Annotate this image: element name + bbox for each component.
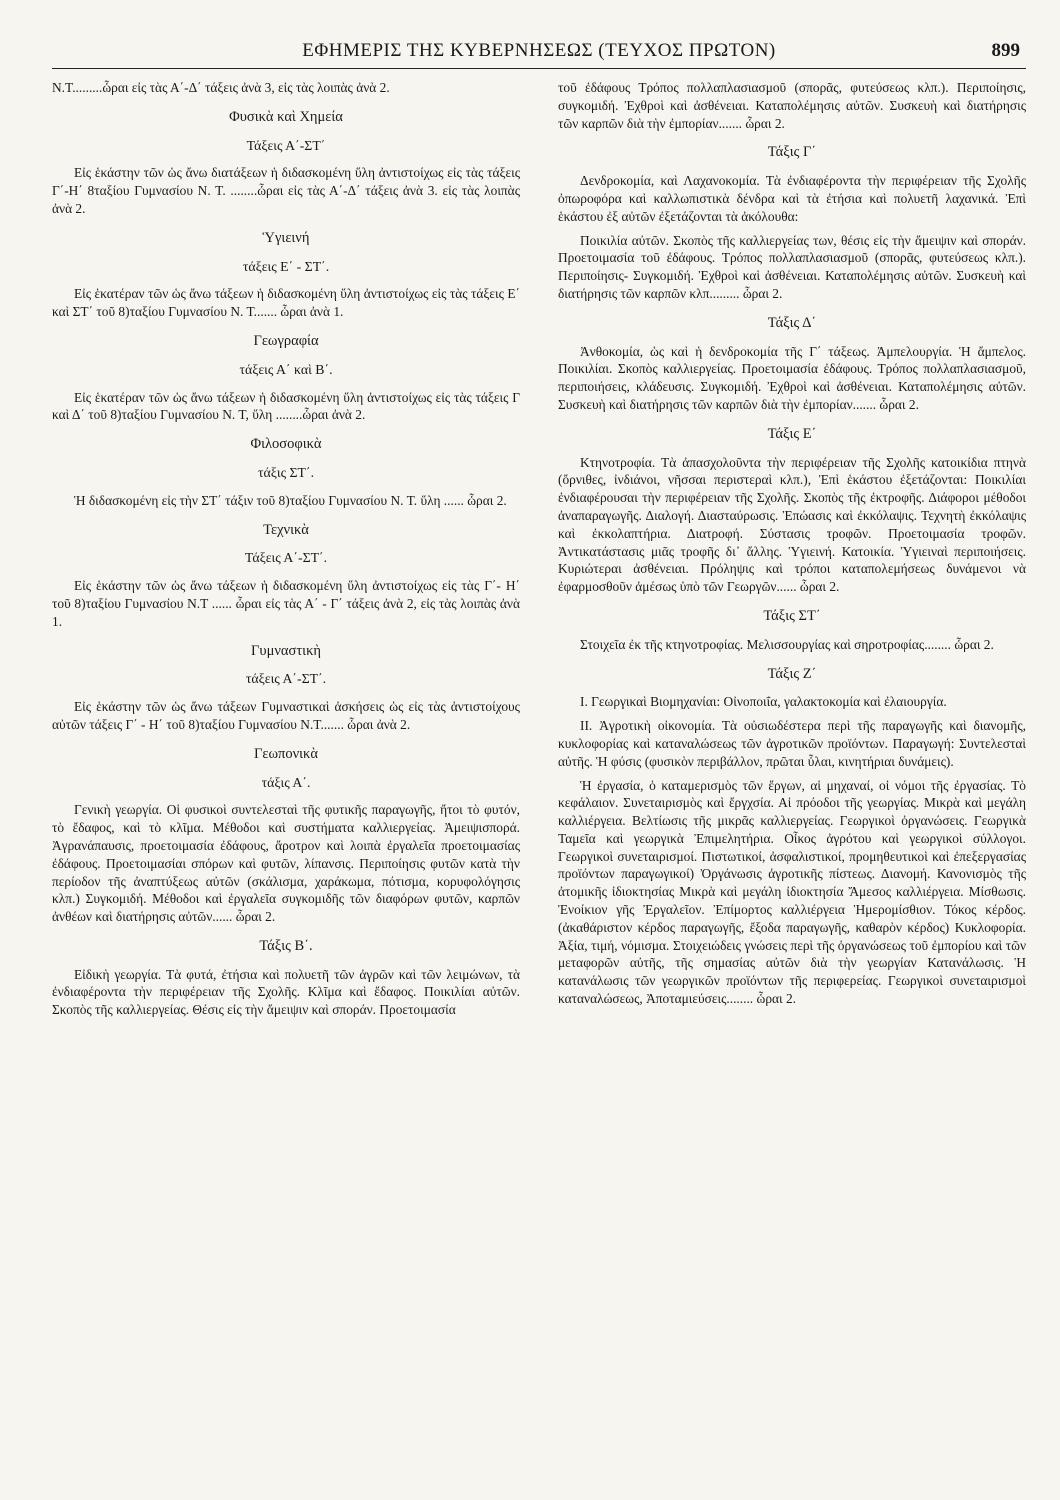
paragraph: Εἰς ἑκάστην τῶν ὡς ἄνω διατάξεων ἡ διδασκομένη ὕλη ἀντιστοίχως εἰς τὰς τάξεις Γ΄-Η΄ 8ταξίου Γυμνασίου Ν. Τ. ........ὧραι εἰς τὰς Α΄-Δ΄ τάξεις ἀνὰ 3. εἰς τὰς λοιπὰς ἀνὰ 2. (52, 165, 520, 216)
paragraph: Ἀνθοκομία, ὡς καὶ ἡ δενδροκομία τῆς Γ΄ τάξεως. Ἀμπελουργία. Ἡ ἄμπελος. Ποικιλίαι. Σκοπὸς καλλιεργείας. Προετοιμασία ἐδάφους. Τρόπος πολλαπλασιασμοῦ, περιποιήσεις, κλάδευσις. Συγκομιδή. Ἐχθροὶ καὶ ἀσθένειαι. Καταπολέμησις αὐτῶν. Συσκευὴ καὶ διατήρησις τῶν καρπῶν διὰ τὴν ἐμπορίαν....... ὧραι 2. (558, 343, 1026, 412)
left-column (52, 79, 520, 1025)
section-heading: Φιλοσοφικὰ (250, 436, 322, 453)
subsection-heading: τάξεις Ε΄ - ΣΤ΄. (242, 258, 330, 274)
paragraph: Κτηνοτροφία. Τὰ ἀπασχολοῦντα τὴν περιφέρειαν τῆς Σχολῆς κατοικίδια πτηνὰ (ὄρνιθες, ἰνδιάνοι, νῆσσαι περιστεραὶ κλπ.), Ἐπὶ ἑκάστου ἐξετάζονται: Ποικιλίαι ἐνδιαφέρουσαι τὴν περιφέρειαν τῆς Σχολῆς. Σκοπὸς τῆς ἐκτροφῆς. Διάφοροι μέθοδοι ἀναπαραγωγῆς. Διαλογή. Διασταύρωσις. Ἐπώασις καὶ ἐκκόλαψις. Τεχνητὴ ἐκκόλαψις καὶ ἐκκολαπτήρια. Διατροφή. Σύστασις τροφῶν. Προετοιμασία τροφῶν. Ἀντικατάστασις μιᾶς τροφῆς δι᾽ ἄλλης. Ὑγιεινή. Κατοικία. Ὑγιειναὶ περιποιήσεις. Κυριώτεραι ἀσθένειαι. Πρόληψις καὶ τρόποι καταπολεμήσεως δυνάμενοι νὰ ἐφαρμοσθοῦν ἀμέσως ὑπὸ τῶν Γεωργῶν...... ὧραι 2. (558, 454, 1026, 595)
subsection-heading: Τάξεις Α΄-ΣΤ΄ (246, 137, 326, 153)
right-column (558, 79, 1026, 1025)
paragraph: Δενδροκομία, καὶ Λαχανοκομία. Τὰ ἐνδιαφέροντα τὴν περιφέρειαν τῆς Σχολῆς ὀπωροφόρα καὶ καλλωπιστικὰ δένδρα καὶ τὰ ἐτήσια καὶ πολυετῆ λαχανικά. Ἐπὶ ἑκάστου ἐξ αὐτῶν ἐξετάζονται τὰ ἀκόλουθα: (558, 173, 1026, 224)
section-heading: Τάξις Ε΄ (767, 425, 817, 442)
paragraph: Ν.Τ.........ὧραι εἰς τὰς Α΄-Δ΄ τάξεις ἀνὰ 3, εἰς τὰς λοιπὰς ἀνὰ 2. (52, 80, 390, 95)
section-heading: Γυμναστικὴ (251, 642, 321, 659)
section-heading: Τάξις Ζ΄ (767, 665, 817, 682)
page-header (52, 38, 1026, 69)
section-heading: Τεχνικὰ (263, 521, 309, 538)
paragraph (52, 801, 520, 926)
paragraph: Εἰς ἑκατέραν τῶν ὡς ἄνω τάξεων ἡ διδασκομένη ὕλη ἀντιστοίχως εἰς τὰς τάξεις Γ καὶ Δ΄ τοῦ 8)ταξίου Γυμνασίου Ν. Τ, ὕλη ........ὧραι ἀνὰ 2. (52, 389, 520, 423)
section-heading: Ὑγιεινή (262, 229, 310, 246)
section-heading: Γεωπονικὰ (254, 745, 318, 762)
paragraph: ΙΙ. Ἀγροτικὴ οἰκονομία. Τὰ οὐσιωδέστερα περὶ τῆς παραγωγῆς καὶ διανομῆς, κυκλοφορίας καὶ καταναλώσεως τῶν ἀγροτικῶν προϊόντων. Παραγωγή: Συντελεσταὶ αὐτῆς. Ἡ φύσις (φυσικὸν περιβάλλον, πρῶται ὗλαι, κινητήριαι δυνάμεις). (558, 718, 1026, 769)
subsection-heading: τάξεις Α΄ καὶ Β΄. (239, 361, 333, 377)
paragraph: Εἰς ἑκάστην τῶν ὡς ἄνω τάξεων ἡ διδασκομένη ὕλη ἀντιστοίχως εἰς τὰς Γ΄- Η΄ τοῦ 8)ταξίου Γυμνασίου Ν.Τ ...... ὧραι εἰς τὰς Α΄ - Γ΄ τάξεις ἀνὰ 2, εἰς τὰς λοιπὰς ἀνὰ 1. (52, 578, 520, 629)
paragraph: Εἰς ἑκατέραν τῶν ὡς ἄνω τάξεων ἡ διδασκομένη ὕλη ἀντιστοίχως εἰς τὰς τάξεις Ε΄ καὶ ΣΤ΄ τοῦ 8)ταξίου Γυμνασίου Ν. Τ....... ὧραι ἀνὰ 1. (52, 286, 520, 320)
paragraph: Ἡ διδασκομένη εἰς τὴν ΣΤ΄ τάξιν τοῦ 8)ταξίου Γυμνασίου Ν. Τ. ὕλη ...... ὧραι 2. (74, 492, 507, 508)
paragraph: Στοιχεῖα ἐκ τῆς κτηνοτροφίας. Μελισσουργίας καὶ σηροτροφίας........ ὧραι 2. (580, 636, 994, 652)
two-column-body (52, 79, 1026, 1025)
paragraph: Ἡ ἐργασία, ὁ καταμερισμὸς τῶν ἔργων, αἱ μηχαναί, οἱ νόμοι τῆς ἐργασίας. Τὸ κεφάλαιον. Συνεταιρισμὸς καὶ ἔργχσία. Αἱ πρόοδοι τῆς γεωργίας. Μικρὰ καὶ μεγάλη καλλιέργεια. Βελτίωσις τῆς μικρᾶς καλλιεργείας. Γεωργικοὶ ὀργανώσεις. Γεωργικὰ Ταμεῖα καὶ γεωργικὰ Ἐπιμελητήρια. Οἶκος ἀγρότου καὶ γεωργικοὶ σύλλογοι. Γεωργικοὶ συνεταιρισμοί. Πιστωτικοί, ἀσφαλιστικοί, προμηθευτικοὶ καὶ ἐπεξεργασίας προϊόντων παραγωγικοί) Ὀργάνωσις ἀγροτικῆς πίστεως. Διανομή. Κανονισμὸς τῆς ἀτομικῆς ἰδιοκτησίας Μικρὰ καὶ μεγάλη ἰδιοκτησία Ἄμεσος καλλιέργεια. Μίσθωσις. Ἐνοίκιον γῆς Ἐργαλεῖον. Ἐπίμορτος καλλιέργεια Ἡμερομίσθιον. Τόκος κέρδος. (ἀκαθάριστον κέρδος παραγωγῆς, ἔξοδα παραγωγῆς, καθαρὸν κέρδος) Κυκλοφορία. Ἀξία, τιμή, νόμισμα. Στοιχειώδεις γνώσεις περὶ τῆς ὀργανώσεως τοῦ ἐμπορίου καὶ τῶν μεταφορῶν αὐτῆς, τῆς σημασίας αὐτῶν διὰ τὴν γεωργίαν Κατανάλωσις. Ἡ κατανάλωσις τῶν γεωργικῶν προϊόντων τῆς περιφερείας. Γεωργικοὶ συνεταιρισμοὶ καταναλώσεως, Ἀποταμιεύσεις........ ὧραι 2. (558, 777, 1026, 1007)
paragraph: τοῦ ἐδάφους Τρόπος πολλαπλασιασμοῦ (σπορᾶς, φυτεύσεως κλπ.). Περιποίησις, συγκομιδή. Ἐχθροὶ καὶ ἀσθένειαι. Καταπολέμησις αὐτῶν. Συσκευὴ καὶ διατήρησις τῶν καρπῶν διὰ τὴν ἐμπορίαν....... ὧραι 2. (558, 80, 1026, 131)
section-heading: Τάξις Β΄. (259, 937, 313, 954)
section-heading: Γεωγραφία (253, 332, 319, 349)
subsection-heading: τάξις Α΄. (261, 774, 311, 790)
paragraph-text: Τὰ φυτά, ἐτήσια καὶ πολυετῆ τῶν ἀγρῶν καὶ τῶν λειμώνων, τὰ ἐνδιαφέροντα τὴν περιφέρειαν τῆς Σχολῆς. Κλῖμα καὶ ἔδαφος. Ποικιλίαι αὐτῶν. Σκοπὸς τῆς καλλιεργείας. Θέσις εἰς τὴν ἄμειψιν καὶ σποράν. Προετοιμασία (52, 966, 520, 1018)
paragraph-text: Οἱ φυσικοὶ συντελεσταὶ τῆς φυτικῆς παραγωγῆς, ἤτοι τὸ φυτόν, τὸ ἔδαφος, καὶ τὸ κλῖμα. Μέθοδοι καὶ συστήματα καλλιεργείας. Ἀμειψισπορά. Ἀγρανάπαυσις, προετοιμασία ἐδάφους, ἄροτρον καὶ λοιπὰ ἐργαλεῖα προετοιμασίας ἐδάφους. Προετοιμασίαι σπόρων καὶ φυτῶν, λίπανσις. Περιποίησις φυτῶν κατὰ τὴν περίοδον τῆς ἀναπτύξεως αὐτῶν (σκάλισμα, χαράκωμα, πότισμα, κορυφολόγησις κλπ.) Συγκομιδή. Μέθοδοι καὶ ἐργαλεῖα συγκομιδῆς τῶν διαφόρων φυτῶν, καρπῶν ἀνθέων καὶ διατήρησις αὐτῶν...... ὧραι 2. (52, 802, 521, 925)
paragraph: Ποικιλία αὐτῶν. Σκοπὸς τῆς καλλιεργείας των, θέσις εἰς τὴν ἄμειψιν καὶ σποράν. Προετοιμασία τοῦ ἐδάφους. Τρόπος πολλαπλασιασμοῦ (σπορᾶς, φυτεύσεως κλπ.). Περιποίησις- Συγκομιδή. Ἐχθροὶ καὶ ἀσθένειαι. Καταπολέμησις αὐτῶν. Συσκευὴ καὶ διατήρησις τῶν καρπῶν κλπ......... ὧραι 2. (558, 232, 1026, 301)
section-heading: Φυσικὰ καὶ Χημεία (229, 108, 343, 125)
section-heading: Τάξις ΣΤ΄ (763, 607, 821, 624)
section-heading: Τάξις Γ΄ (767, 144, 817, 161)
paragraph (52, 966, 520, 1019)
subsection-heading: Τάξεις Α΄-ΣΤ΄. (244, 550, 328, 566)
gazette-title: ΕΦΗΜΕΡΙΣ ΤΗΣ ΚΥΒΕΡΝΗΣΕΩΣ (ΤΕΥΧΟΣ ΠΡΩΤΟΝ) (302, 40, 776, 61)
subsection-heading: τάξις ΣΤ΄. (257, 464, 315, 480)
subsection-heading: τάξεις Α΄-ΣΤ΄. (245, 671, 327, 687)
lead-term: Εἰδικὴ γεωργία. (74, 966, 162, 982)
page-number: 899 (991, 40, 1020, 61)
section-heading: Τάξις Δ΄ (767, 314, 817, 331)
lead-term: Γενικὴ γεωργία. (74, 802, 163, 818)
paragraph: Εἰς ἑκάστην τῶν ὡς ἄνω τάξεων Γυμναστικαὶ ἀσκήσεις ὡς εἰς τὰς ἀντιστοίχους αὐτῶν τάξεις Γ΄ - Η΄ τοῦ 8)ταξίου Γυμνασίου Ν.Τ....... ὧραι ἀνὰ 2. (52, 699, 520, 732)
paragraph: Ι. Γεωργικαὶ Βιομηχανίαι: Οἰνοποιΐα, γαλακτοκομία καὶ ἐλαιουργία. (580, 694, 947, 710)
